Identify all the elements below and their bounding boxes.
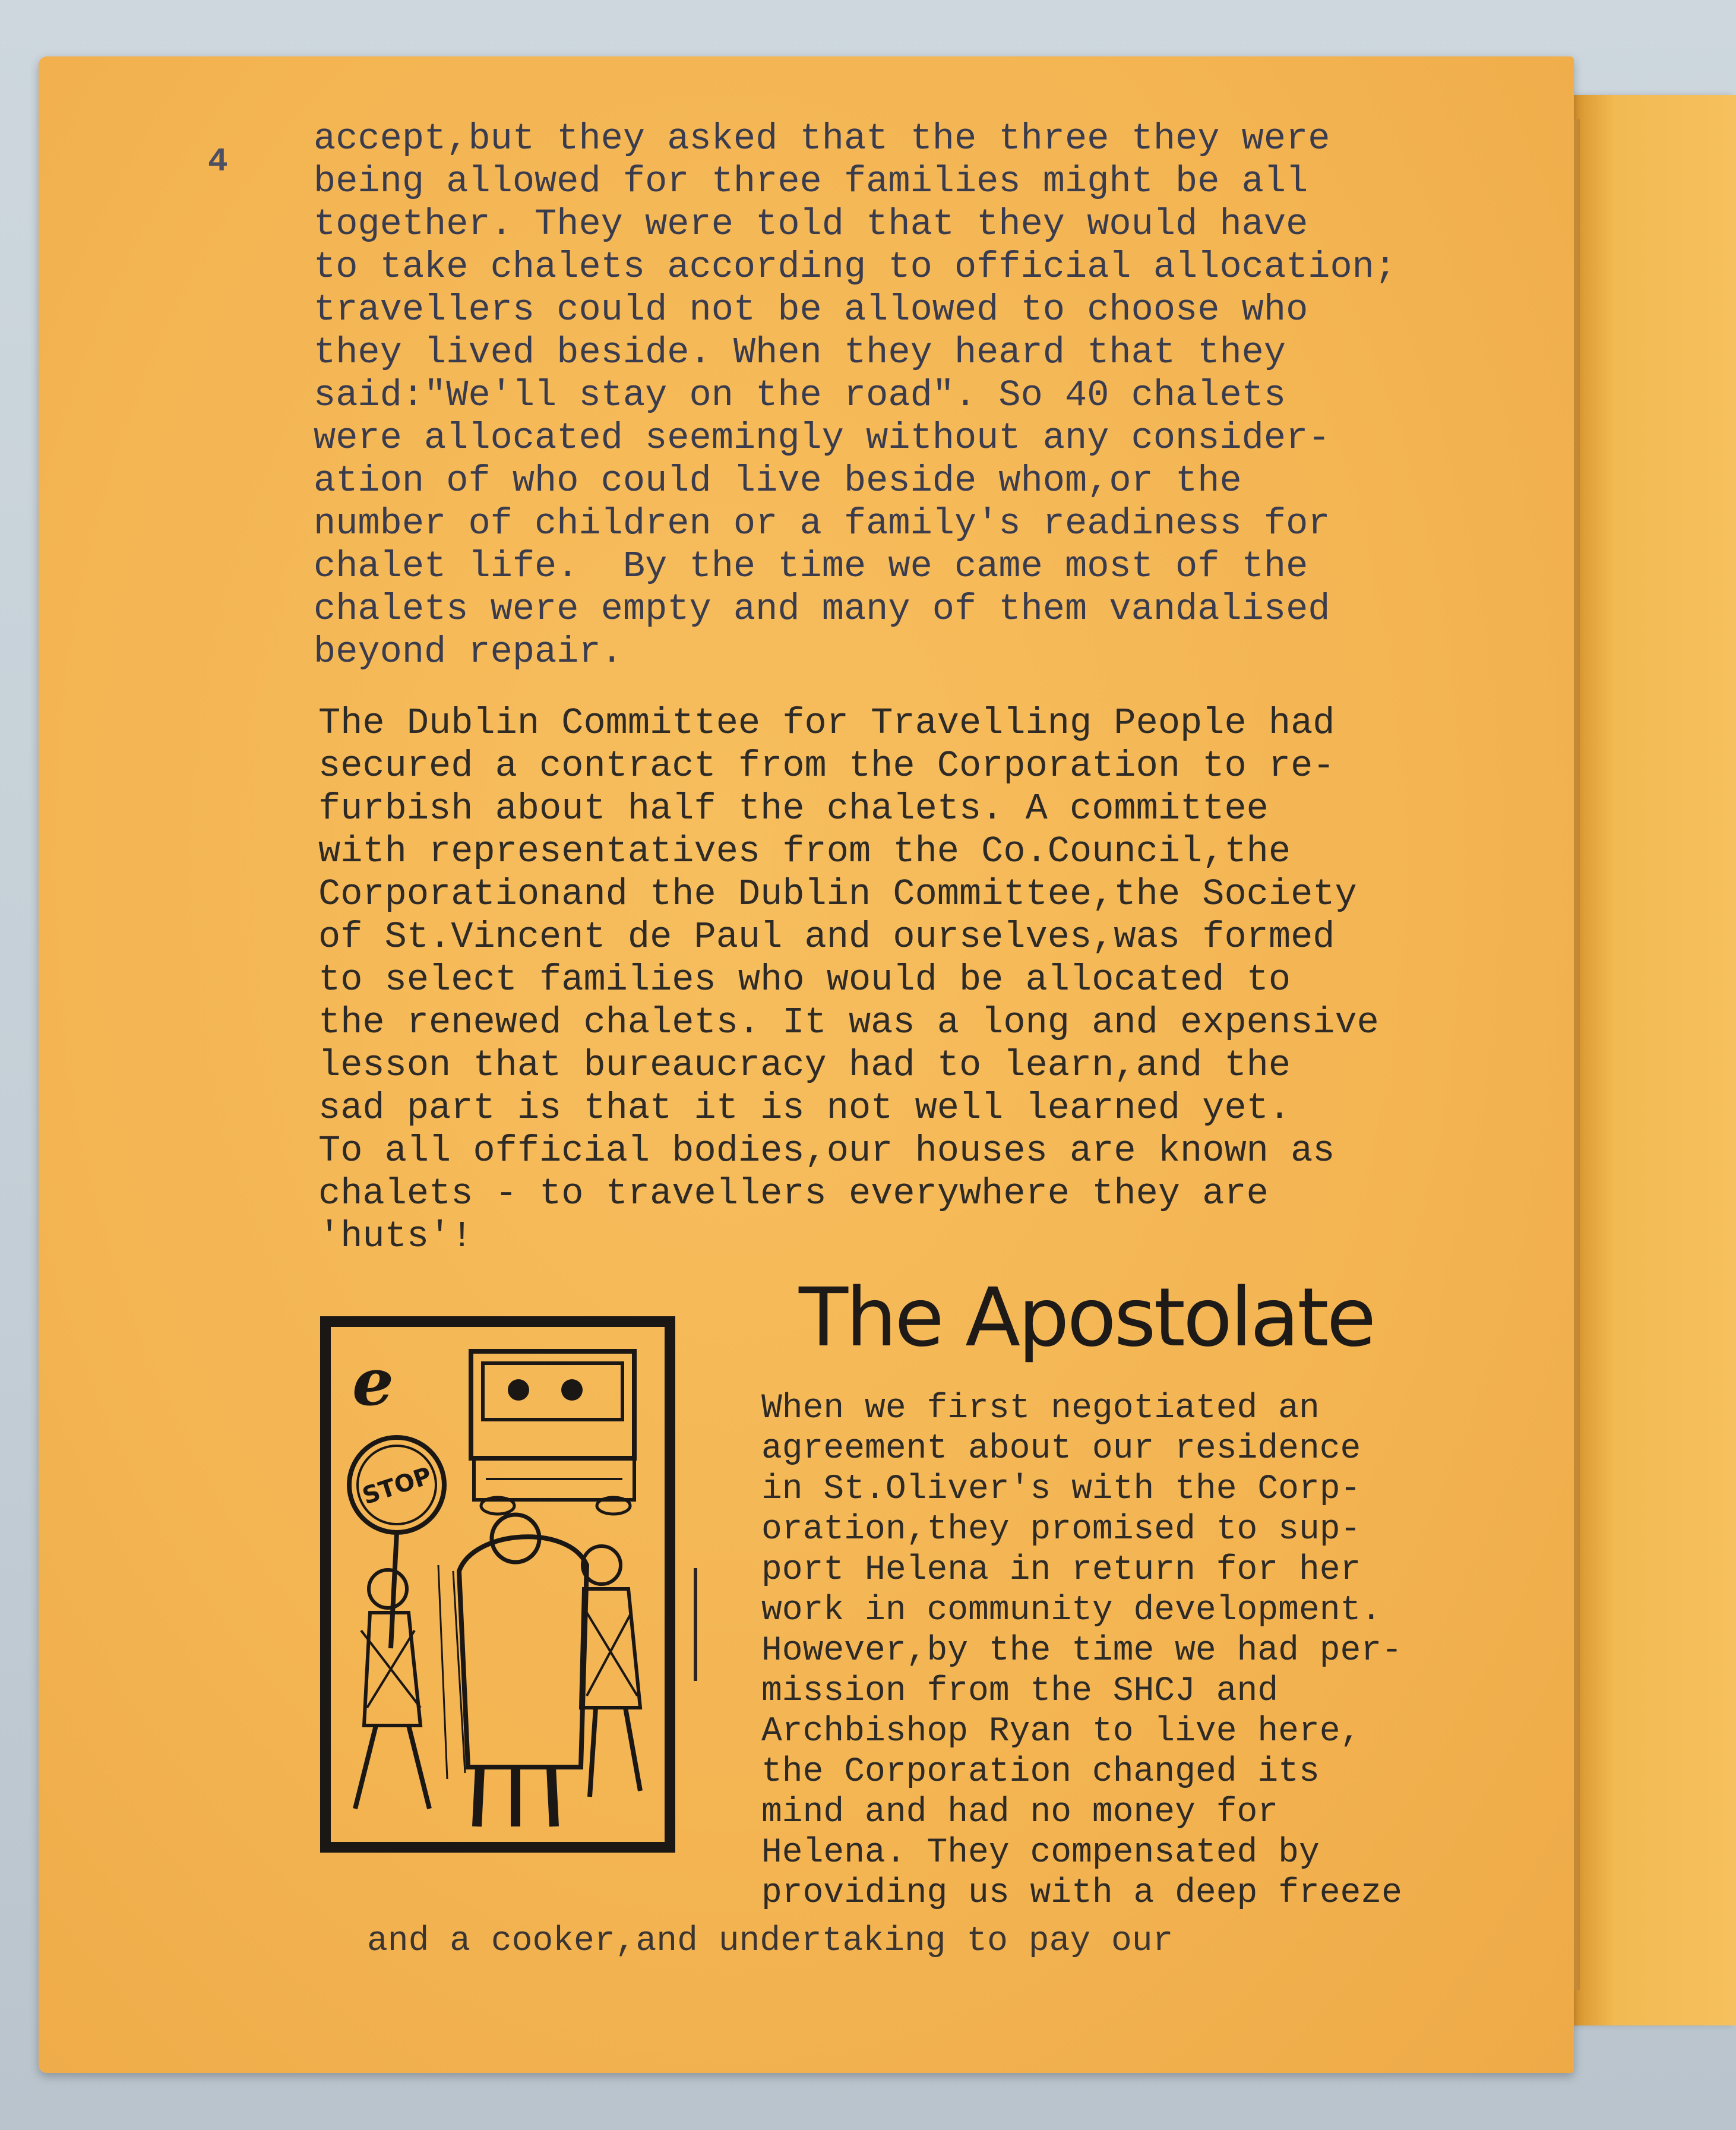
paragraph-chalet-allocation: accept,but they asked that the three they were being allowed for three families might be all together. They were told that they would have to take chalets according to official allocation; travellers could not be allowed to choose who they lived beside. When they heard that they said:"We'll stay on the road". So 40 chalets were allocated seemingly without any consider- ation of who could live beside whom,or the number of children or a family's readiness for chalet life. By the time we came most of the chalets were empty and many of them vandalised beyond repair. [314, 118, 1397, 673]
paragraph-apostolate: When we first negotiated an agreement about our residence in St.Oliver's with the Corp- oration,they promised to sup- port Helena in return for her work in community development. However,by the time we had per- mission from the SHCJ and Archbishop Ryan to live here, the Corporation changed its mind and had no money for Helena. They compensated by providing us with a deep freeze [761, 1389, 1402, 1913]
paragraph-dublin-committee: The Dublin Committee for Travelling People had secured a contract from the Corporation to re- furbish about half the chalets. A committee with representatives from the Co.Council,the Corporationand the Dublin Committee,the Society of St.Vincent de Paul and ourselves,was formed to select families who would be allocated to the renewed chalets. It was a long and expensive lesson that bureaucracy had to learn,and the sad part is that it is not well learned yet. To all official bodies,our houses are known as chalets - to travellers everywhere they are 'huts'! [318, 702, 1379, 1257]
travellers-illustration [320, 1316, 676, 1853]
section-heading-apostolate: The Apostolate [799, 1271, 1374, 1365]
margin-mark [694, 1568, 697, 1681]
facing-page [1574, 95, 1736, 2025]
paragraph-apostolate-continued: and a cooker,and undertaking to pay our [367, 1922, 1174, 1961]
page-number: 4 [208, 143, 228, 181]
illustration-letter: e [352, 1344, 394, 1420]
stop-sign-text: STOP [359, 1462, 435, 1510]
